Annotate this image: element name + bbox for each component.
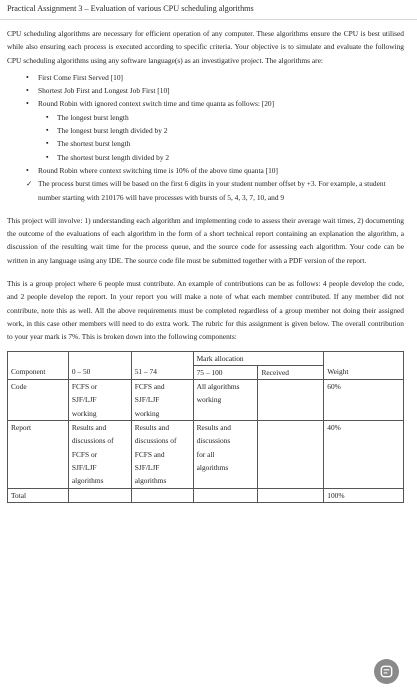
table-row: [8, 365, 404, 379]
table-cell: FCFS and SJF/LJF working: [131, 380, 193, 421]
table-cell: Total: [8, 488, 69, 502]
list-item: ▪ The shortest burst length divided by 2: [7, 151, 404, 164]
quanta-list: [7, 111, 404, 164]
chat-fab-button[interactable]: [374, 659, 399, 684]
document-body: [7, 27, 404, 503]
square-bullet-icon: ▪: [46, 152, 49, 161]
table-cell: Results and discussions for all algorithms: [193, 421, 258, 488]
table-header: Received: [258, 365, 324, 379]
bullet-icon: •: [26, 165, 29, 175]
algorithm-list: [7, 71, 404, 204]
chat-bubble-icon: [379, 664, 394, 679]
list-item: • Round Robin where context switching time is 10% of the above time quanta [10]: [7, 164, 404, 177]
table-row: [8, 351, 404, 365]
table-row: [8, 488, 404, 502]
table-cell: Results and discussions of FCFS and SJF/LJF algorithms: [131, 421, 193, 488]
check-icon: ✓: [26, 179, 33, 189]
table-header: 0 – 50: [68, 365, 131, 379]
square-bullet-icon: ▪: [46, 139, 49, 148]
list-item: ▪ The longest burst length divided by 2: [7, 124, 404, 137]
list-item: ✓ The process burst times will be based on the first 6 digits in your student number offset by +3. For example, a student number starting with 210176 will have processes with bursts of 5, 4, 3, 7, 10, and 9: [26, 179, 386, 202]
table-cell: 60%: [324, 380, 404, 421]
table-header: Weight: [324, 365, 404, 379]
involve-paragraph: This project will involve: 1) understanding each algorithm and implementing code to assess their average wait times, 2) documenting the outcome of the evaluations of each algorithm in the form of a short technical report containing an explanation the algorithm, a discussion of the resulting wait time for the process queue, and the source code for assessing each algorithm. Your code can be written in any language using any IDE. The source code file must be submitted together with a PDF version of the report.: [7, 215, 404, 265]
table-row: [8, 421, 404, 488]
list-item: • Shortest Job First and Longest Job First [10]: [7, 84, 404, 97]
intro-paragraph: CPU scheduling algorithms are necessary for efficient operation of any computer. These algorithms ensure the CPU is best utilised while also ensuring each process is executed according to specific criteria. Your objective is to simulate and evaluate the following CPU scheduling algorithms using any software language(s) as an investigative project. The algorithms are:: [7, 29, 404, 65]
list-item: • Round Robin with ignored context switch time and time quanta as follows: [20] ▪ The longest burst length ▪ The longest burst length divided by 2 ▪ The shortest burst length ▪ The shortest burst length divided by 2: [7, 97, 404, 163]
table-cell: All algorithms working: [193, 380, 258, 421]
bullet-icon: •: [26, 86, 29, 96]
table-cell: 40%: [324, 421, 404, 488]
table-header: 51 – 74: [131, 365, 193, 379]
table-cell: Code: [8, 380, 69, 421]
received-cell: [258, 380, 324, 421]
received-cell: [258, 421, 324, 488]
mark-allocation-header: Mark allocation: [193, 351, 324, 365]
list-item: ▪ The shortest burst length: [7, 137, 404, 150]
title-divider: [0, 19, 417, 20]
rubric-table: [7, 351, 404, 503]
square-bullet-icon: ▪: [46, 112, 49, 121]
group-paragraph: This is a group project where 6 people must contribute. An example of contributions can be as follows: 4 people develop the code, and 2 people develop the report. In your report you will make a note of what each member contributed. If any member did not contribute, note this as well. All the above requirements must be completed regardless of a group member not doing their assigned work, in this case other members will need to do extra work. The rubric for this assignment is given below. The overall contribution to your year mark is 7%. This is broken down into the following components:: [7, 279, 404, 342]
square-bullet-icon: ▪: [46, 126, 49, 135]
table-header: Component: [8, 365, 69, 379]
table-cell: 100%: [324, 488, 404, 502]
bullet-icon: •: [26, 72, 29, 82]
table-cell: Report: [8, 421, 69, 488]
table-header: 75 – 100: [193, 365, 258, 379]
table-cell: Results and discussions of FCFS or SJF/LJF algorithms: [68, 421, 131, 488]
bullet-icon: •: [26, 99, 29, 109]
list-item: ▪ The longest burst length: [7, 111, 404, 124]
table-cell: FCFS or SJF/LJF working: [68, 380, 131, 421]
page-title: Practical Assignment 3 – Evaluation of various CPU scheduling algorithms: [7, 4, 254, 13]
list-item: • First Come First Served [10]: [7, 71, 404, 84]
table-row: [8, 380, 404, 421]
